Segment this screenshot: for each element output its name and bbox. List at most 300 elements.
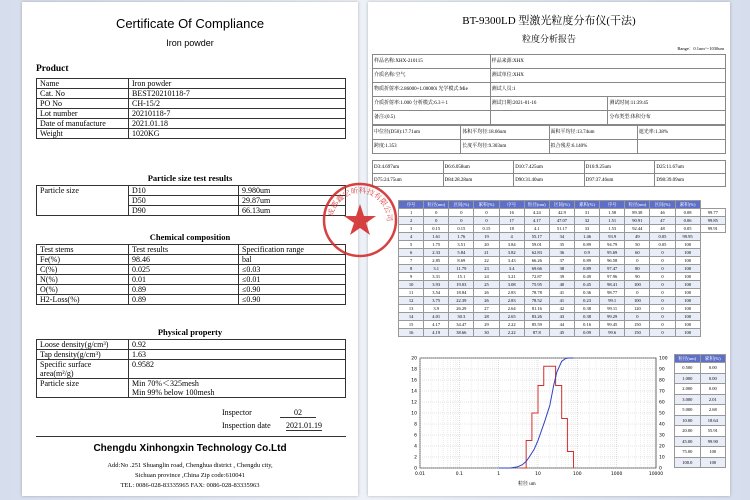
table-cell: 55.17	[524, 233, 549, 241]
table-cell: 0.89	[574, 241, 599, 249]
column-header: 累积(%)	[700, 355, 726, 363]
report-stats-table	[372, 125, 726, 154]
table-row	[399, 297, 726, 305]
table-cell: 100	[700, 457, 726, 468]
table-cell: 0	[650, 257, 675, 265]
stats-cell: 面积平均径:13.74um	[549, 126, 637, 140]
info-cell: 样品名称:XHX-210115	[373, 55, 491, 69]
column-header: Test results	[129, 245, 239, 255]
table-cell: 14	[399, 313, 424, 321]
table-cell: 4	[399, 233, 424, 241]
table-cell: 35	[549, 241, 574, 249]
table-row	[37, 99, 346, 109]
table-cell: 1.61	[424, 233, 449, 241]
table-cell: 2.83	[499, 289, 524, 297]
cell-value-line2: Min 99% below 100mesh	[132, 388, 215, 397]
table-cell: 0	[625, 289, 650, 297]
table-row	[399, 329, 726, 337]
column-header: 区间(%)	[650, 201, 675, 209]
table-cell: 27	[474, 305, 499, 313]
cell-result: 98.46	[129, 255, 239, 265]
table-cell: 4.01	[424, 313, 449, 321]
table-cell: 78.52	[524, 297, 549, 305]
column-header: 粒径(um)	[524, 201, 549, 209]
table-cell: 0.38	[574, 305, 599, 313]
info-cell: 介质名称:空气	[373, 69, 491, 83]
table-row	[37, 129, 346, 139]
particle-distribution-chart	[394, 350, 674, 490]
y-right-tick-label: 80	[659, 378, 665, 384]
table-row	[399, 225, 726, 233]
table-cell: 1.76	[449, 233, 474, 241]
info-cell: 备注:(0.5)	[373, 111, 491, 125]
table-cell: 150	[625, 329, 650, 337]
table-cell: 100.0	[675, 457, 701, 468]
table-cell: 25	[474, 281, 499, 289]
cell-label: Weight	[37, 129, 129, 139]
stats-cell	[637, 140, 725, 154]
cell-spec: bal	[239, 255, 346, 265]
table-cell: 0.23	[574, 297, 599, 305]
table-cell: 1.000	[675, 373, 701, 384]
cell-d: D10	[129, 186, 239, 196]
dvalue-cell: D75:24.75um	[373, 174, 444, 187]
column-header: 累积(%)	[474, 201, 499, 209]
table-cell: 3	[399, 225, 424, 233]
inspector-label: Inspector	[222, 408, 252, 417]
table-cell: 21	[474, 249, 499, 257]
table-row	[399, 265, 726, 273]
cell-label: Specific surface area(m²/g)	[37, 360, 129, 379]
dvalue-cell: D90:31.40um	[514, 174, 585, 187]
table-cell: 2.85	[424, 257, 449, 265]
table-cell: 3.93	[424, 281, 449, 289]
table-cell: 3.84	[499, 241, 524, 249]
table-cell: 75.95	[524, 281, 549, 289]
cell-label: Lot number	[37, 109, 129, 119]
cell-value: Iron powder	[129, 79, 346, 89]
y-left-tick-label: 18	[411, 367, 417, 373]
table-cell: 28	[474, 313, 499, 321]
table-cell: 3.21	[499, 273, 524, 281]
table-row	[675, 363, 726, 374]
table-cell: 4.24	[524, 209, 549, 217]
cell-d: D90	[129, 206, 239, 216]
table-cell: 94.79	[600, 241, 625, 249]
table-cell: 0	[424, 209, 449, 217]
table-row	[37, 89, 346, 99]
y-left-tick-label: 2	[414, 455, 417, 461]
table-cell: 2.68	[700, 405, 726, 416]
cell-result: 0.025	[129, 265, 239, 275]
table-cell: 98.77	[600, 289, 625, 297]
table-cell: 99.85	[700, 217, 725, 225]
table-cell: 30	[474, 329, 499, 337]
table-cell: 26.29	[449, 305, 474, 313]
table-cell: 0.05	[675, 225, 700, 233]
table-cell: 11	[399, 289, 424, 297]
table-cell: 100	[675, 321, 700, 329]
table-row	[37, 119, 346, 129]
info-cell: 介质折射率:1.000 分析模式:6.3＋1	[373, 97, 491, 111]
table-cell: 85.59	[524, 321, 549, 329]
table-cell: 0	[650, 321, 675, 329]
table-cell: 0	[650, 273, 675, 281]
cell-label: Name	[37, 79, 129, 89]
table-cell: 66.26	[524, 257, 549, 265]
table-cell: 150	[625, 321, 650, 329]
table-cell: 10	[399, 281, 424, 289]
table-cell: 0.49	[574, 273, 599, 281]
table-cell: 41	[549, 289, 574, 297]
table-cell: 97.96	[600, 273, 625, 281]
y-right-tick-label: 10	[659, 455, 665, 461]
table-cell: 80	[625, 265, 650, 273]
company-name: Chengdu Xinhongxin Technology Co.Ltd	[93, 443, 287, 454]
table-cell: 100	[675, 281, 700, 289]
table-cell: 0	[625, 313, 650, 321]
table-cell: 12	[399, 297, 424, 305]
table-cell: 72.87	[524, 273, 549, 281]
cell-value: 1020KG	[129, 129, 346, 139]
inspector-value: 02	[280, 408, 316, 418]
table-cell: 0	[449, 209, 474, 217]
table-cell: 99.45	[600, 321, 625, 329]
table-row	[675, 457, 726, 468]
cumulative-side-table	[674, 354, 726, 468]
table-cell: 38	[549, 265, 574, 273]
table-cell: 5.000	[675, 405, 701, 416]
column-header: Specification range	[239, 245, 346, 255]
certificate-subtitle: Iron powder	[166, 38, 214, 48]
y-left-tick-label: 6	[414, 433, 417, 439]
table-cell: 19	[474, 233, 499, 241]
table-cell: 10.00	[675, 415, 701, 426]
table-cell: 4.17	[524, 217, 549, 225]
table-row	[399, 217, 726, 225]
cell-value: 66.13um	[239, 206, 346, 216]
cell-item: Fe(%)	[37, 255, 129, 265]
cell-result: 0.89	[129, 285, 239, 295]
table-cell: 3.43	[499, 257, 524, 265]
table-cell: 24	[474, 273, 499, 281]
table-cell: 3.51	[449, 241, 474, 249]
cell-spec: ≤0.01	[239, 275, 346, 285]
table-cell: 60	[625, 249, 650, 257]
table-cell: 3.82	[499, 249, 524, 257]
table-cell: 47.07	[549, 217, 574, 225]
table-cell: 16	[499, 209, 524, 217]
table-row	[37, 265, 346, 275]
dvalue-cell: D98:39.09um	[655, 174, 726, 187]
table-cell: 0	[650, 281, 675, 289]
table-row	[399, 321, 726, 329]
table-cell: 0	[424, 217, 449, 225]
table-cell: 100	[625, 281, 650, 289]
table-cell: 96.58	[600, 257, 625, 265]
x-tick-label: 1	[497, 472, 501, 477]
table-row	[37, 109, 346, 119]
column-header: 粒径(um)	[625, 201, 650, 209]
table-row	[37, 255, 346, 265]
table-cell: 1.75	[424, 241, 449, 249]
column-header: 区间(%)	[449, 201, 474, 209]
table-cell: 4.1	[524, 225, 549, 233]
table-cell: 0	[650, 265, 675, 273]
table-cell: 15	[399, 321, 424, 329]
table-cell: 18.84	[449, 289, 474, 297]
inspection-date-label: Inspection date	[222, 421, 271, 430]
certificate-document	[22, 2, 358, 496]
table-cell: 44	[549, 321, 574, 329]
table-cell: 3.9	[424, 305, 449, 313]
dvalue-cell: D3:4.697um	[373, 161, 444, 174]
inspection-date-value: 2021.01.19	[286, 421, 322, 430]
y-left-tick-label: 0	[414, 466, 417, 472]
table-cell: 100	[675, 257, 700, 265]
cell-label: Date of manufacture	[37, 119, 129, 129]
table-row	[373, 140, 726, 154]
x-tick-label: 100	[573, 472, 582, 477]
info-cell: 测试人员:1	[490, 83, 725, 97]
table-cell: 0	[650, 249, 675, 257]
info-cell: 物质折射率:2.86000+1.00000i 光学模式:Mie	[373, 83, 491, 97]
table-cell: 3.000	[675, 394, 701, 405]
table-cell: 2.22	[499, 329, 524, 337]
table-row	[373, 97, 726, 111]
info-cell: 测试时间:11:39:45	[608, 97, 726, 111]
table-cell: 26	[474, 297, 499, 305]
table-cell: 99.90	[700, 436, 726, 447]
table-row	[37, 350, 346, 360]
table-cell: 41	[549, 297, 574, 305]
distribution-table	[398, 200, 726, 337]
table-cell: 55.91	[700, 426, 726, 437]
table-cell: 0	[650, 305, 675, 313]
table-cell: 99.95	[675, 233, 700, 241]
table-cell: 18.64	[700, 415, 726, 426]
table-row	[675, 426, 726, 437]
cell-value: 0.92	[129, 340, 346, 350]
table-cell: 2.83	[499, 297, 524, 305]
table-row	[399, 273, 726, 281]
svg-text:成都鑫宏昕科技有限公司: 成都鑫宏昕科技有限公司	[326, 185, 395, 222]
cell-label: PO No	[37, 99, 129, 109]
table-cell: 0.15	[424, 225, 449, 233]
table-cell: 93.9	[600, 233, 625, 241]
table-cell: 2.000	[675, 384, 701, 395]
x-tick-label: 0.1	[455, 472, 463, 477]
table-cell: 100	[675, 249, 700, 257]
table-cell: 0.45	[574, 281, 599, 289]
table-cell: 0	[650, 297, 675, 305]
table-cell: 59.01	[524, 241, 549, 249]
table-row	[399, 289, 726, 297]
table-row	[675, 394, 726, 405]
table-cell: 100	[675, 305, 700, 313]
cell-item: N(%)	[37, 275, 129, 285]
table-header	[37, 245, 346, 255]
table-row	[37, 186, 346, 196]
table-cell: 4.19	[424, 329, 449, 337]
y-right-tick-label: 100	[659, 356, 668, 362]
report-subtitle: 粒度分析报告	[521, 34, 576, 44]
table-cell: 0	[650, 329, 675, 337]
table-cell: 99.11	[600, 305, 625, 313]
table-cell: 16	[399, 329, 424, 337]
table-row	[373, 55, 726, 69]
table-cell: 0.06	[675, 217, 700, 225]
table-row	[399, 313, 726, 321]
range-note: Range：0.1um～1030um	[677, 46, 724, 51]
table-cell: 2.65	[499, 313, 524, 321]
table-row	[373, 69, 726, 83]
table-cell: 8	[399, 265, 424, 273]
table-cell: 0	[650, 289, 675, 297]
physical-title: Physical property	[157, 327, 223, 337]
table-cell: 37	[549, 257, 574, 265]
table-header	[399, 201, 726, 209]
cell-item: H2-Loss(%)	[37, 295, 129, 305]
table-cell: 38.66	[449, 329, 474, 337]
stats-cell: 遮光率:1.38%	[637, 126, 725, 140]
table-cell: 32	[574, 217, 599, 225]
table-row	[373, 83, 726, 97]
report-title: BT-9300LD 型激光粒度分布仪(干法)	[462, 15, 636, 27]
table-cell: 3.75	[424, 297, 449, 305]
info-cell	[490, 111, 608, 125]
table-cell: 20.00	[675, 426, 701, 437]
cell-label: Particle size	[37, 186, 129, 216]
dvalue-cell: D97:37.46um	[584, 174, 655, 187]
table-cell: 120	[625, 305, 650, 313]
column-header: Test stems	[37, 245, 129, 255]
info-cell: 测试日期:2021-01-16	[490, 97, 608, 111]
y-left-tick-label: 10	[411, 411, 417, 417]
column-header: 粒径(um)	[675, 355, 701, 363]
column-header: 区间(%)	[549, 201, 574, 209]
cell-value: 29.87um	[239, 196, 346, 206]
table-cell: 87.8	[524, 329, 549, 337]
table-cell: 17	[499, 217, 524, 225]
table-cell: 0.15	[449, 225, 474, 233]
table-row	[37, 275, 346, 285]
table-cell: 34.47	[449, 321, 474, 329]
y-right-tick-label: 20	[659, 444, 665, 450]
table-cell: 0.36	[574, 289, 599, 297]
column-header: 累积(%)	[574, 201, 599, 209]
table-cell: 26	[474, 289, 499, 297]
table-cell: 1.53	[600, 225, 625, 233]
table-cell: 4.17	[424, 321, 449, 329]
particle-table	[36, 185, 346, 216]
table-row	[399, 281, 726, 289]
y-right-tick-label: 50	[659, 411, 665, 417]
table-cell: 33	[574, 225, 599, 233]
table-cell: 22	[474, 257, 499, 265]
table-cell: 0	[474, 217, 499, 225]
cell-spec: ≤0.90	[239, 295, 346, 305]
dvalue-cell: D10:7.425um	[514, 161, 585, 174]
table-cell: 0.89	[574, 265, 599, 273]
table-cell: 1.51	[600, 217, 625, 225]
y-left-tick-label: 14	[411, 389, 417, 395]
chart-x-axis-label: 粒径 um	[518, 482, 536, 487]
table-row	[399, 233, 726, 241]
table-cell: 11.79	[449, 265, 474, 273]
table-cell: 90	[625, 273, 650, 281]
cell-result: 0.89	[129, 295, 239, 305]
table-row	[37, 340, 346, 350]
table-cell: 43	[549, 313, 574, 321]
stats-cell: 拟合残差:6.140%	[549, 140, 637, 154]
x-tick-label: 10	[535, 472, 541, 477]
table-cell: 2.33	[424, 249, 449, 257]
stats-cell: 体积平均径:18.66um	[461, 126, 549, 140]
particle-title: Particle size test results	[147, 173, 233, 183]
y-right-tick-label: 0	[659, 466, 662, 472]
table-cell: 36	[549, 249, 574, 257]
table-row	[399, 257, 726, 265]
report-dvalues-table	[372, 160, 726, 187]
report-info-table	[372, 54, 726, 125]
table-cell: 23	[474, 265, 499, 273]
cell-value: 1.63	[129, 350, 346, 360]
table-cell: 100	[675, 241, 700, 249]
table-cell: 4	[499, 233, 524, 241]
y-right-tick-label: 60	[659, 400, 665, 406]
table-cell: 42	[549, 305, 574, 313]
table-cell: 0.16	[574, 321, 599, 329]
table-cell: 100	[675, 313, 700, 321]
section-product-title: Product	[36, 64, 69, 74]
table-cell: 69.66	[524, 265, 549, 273]
table-cell: 78.78	[524, 289, 549, 297]
table-cell: 39	[549, 273, 574, 281]
table-cell: 83.26	[524, 313, 549, 321]
table-cell: 1	[399, 209, 424, 217]
physical-table	[36, 339, 346, 398]
table-cell: 30.3	[449, 313, 474, 321]
stats-cell: 跨度:1.353	[373, 140, 461, 154]
x-tick-label: 0.01	[414, 472, 426, 477]
x-tick-label: 1000	[610, 472, 623, 477]
y-right-tick-label: 90	[659, 367, 665, 373]
info-cell: 测试单位:XHX	[490, 69, 725, 83]
table-cell: 2	[399, 217, 424, 225]
table-cell: 100	[700, 447, 726, 458]
table-cell: 0.08	[675, 209, 700, 217]
table-row	[399, 249, 726, 257]
cell-spec: ≤0.90	[239, 285, 346, 295]
cell-result: 0.01	[129, 275, 239, 285]
column-header: 序号	[399, 201, 424, 209]
company-address-line2: Sichuan province ,China Zip code:610041	[135, 472, 245, 479]
table-cell: 0.38	[574, 313, 599, 321]
cell-d: D50	[129, 196, 239, 206]
table-cell: 81.16	[524, 305, 549, 313]
table-cell: 95.69	[600, 249, 625, 257]
cell-value: 0.9582	[129, 360, 346, 379]
table-cell: 8.69	[449, 257, 474, 265]
table-cell: 100	[675, 273, 700, 281]
cell-label: Tap density(g/cm³)	[37, 350, 129, 360]
table-row	[373, 161, 726, 174]
cell-value: CH-15/2	[129, 99, 346, 109]
cell-value: 20210118-7	[129, 109, 346, 119]
table-cell: 2.22	[499, 321, 524, 329]
table-row	[37, 295, 346, 305]
